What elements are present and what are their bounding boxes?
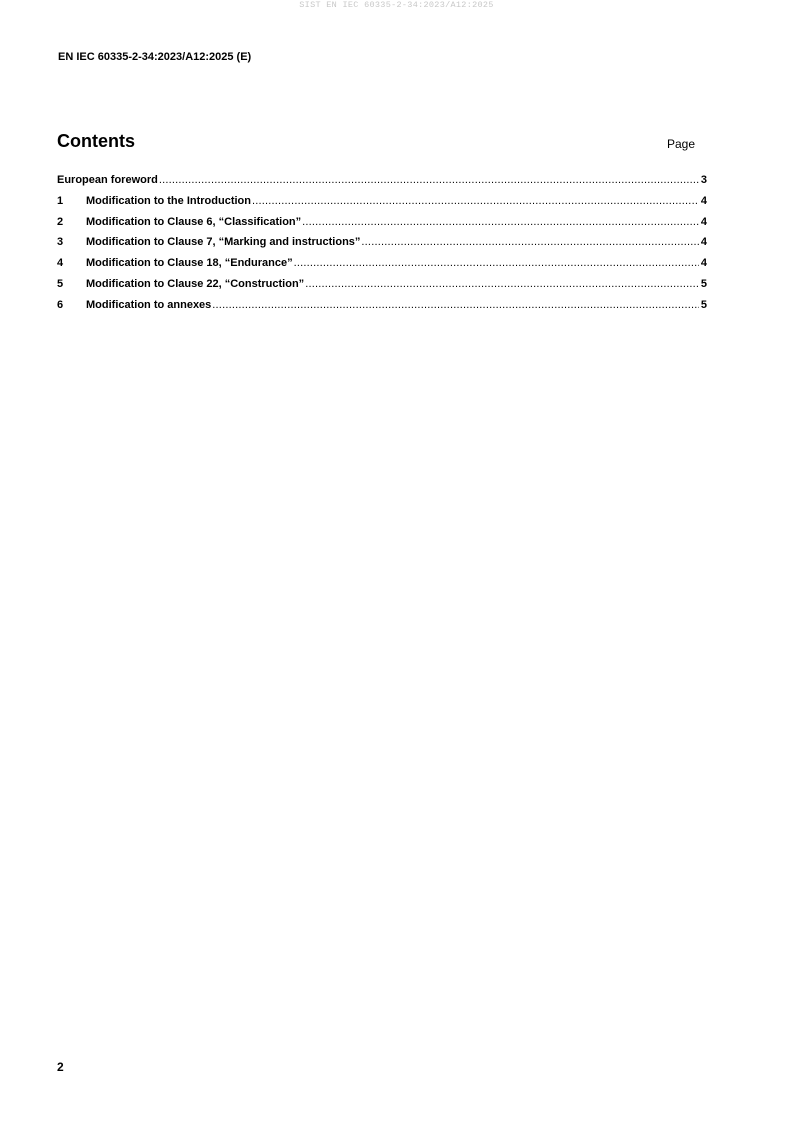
toc-entry-5[interactable]	[57, 278, 707, 299]
dot-leader	[294, 257, 699, 269]
toc-entry-page: 4	[700, 215, 707, 228]
dot-leader	[212, 299, 699, 311]
page-column-heading: Page	[667, 137, 696, 151]
toc-entry-page: 3	[700, 174, 707, 186]
dot-leader	[302, 216, 699, 228]
toc-entry-european-foreword[interactable]	[57, 174, 707, 195]
toc-entry-page: 4	[700, 257, 707, 270]
toc-entry-4[interactable]	[57, 257, 707, 278]
toc-entry-number: 5	[57, 277, 64, 290]
toc-entry-title: Modification to Clause 7, “Marking and instructions”	[86, 236, 361, 249]
toc-entry-page: 5	[700, 277, 707, 290]
toc-entry-page: 5	[700, 298, 707, 311]
toc-entry-title: Modification to annexes	[86, 298, 212, 311]
dot-leader	[252, 195, 699, 207]
toc-entry-page: 4	[700, 194, 707, 207]
document-identifier: EN IEC 60335-2-34:2023/A12:2025 (E)	[58, 51, 252, 63]
toc-entry-number: 4	[57, 257, 64, 270]
toc-entry-3[interactable]	[57, 236, 707, 257]
toc-entry-6[interactable]	[57, 299, 707, 320]
watermark-text: SIST EN IEC 60335-2-34:2023/A12:2025	[299, 0, 494, 10]
page-number: 2	[57, 1060, 64, 1074]
dot-leader	[305, 278, 699, 290]
toc-entry-title: Modification to the Introduction	[86, 194, 251, 207]
toc-entry-title: European foreword	[57, 174, 158, 186]
toc-entry-number: 1	[57, 194, 64, 207]
table-of-contents	[57, 174, 707, 320]
toc-entry-number: 3	[57, 236, 64, 249]
toc-entry-title: Modification to Clause 6, “Classification”	[86, 215, 302, 228]
dot-leader	[159, 174, 699, 186]
toc-entry-page: 4	[700, 236, 707, 249]
toc-entry-2[interactable]	[57, 216, 707, 237]
dot-leader	[361, 236, 698, 248]
toc-entry-title: Modification to Clause 18, “Endurance”	[86, 257, 293, 270]
toc-entry-title: Modification to Clause 22, “Construction”	[86, 277, 305, 290]
toc-entry-number: 6	[57, 298, 64, 311]
toc-entry-1[interactable]	[57, 195, 707, 216]
toc-entry-number: 2	[57, 215, 64, 228]
contents-title: Contents	[57, 131, 135, 151]
